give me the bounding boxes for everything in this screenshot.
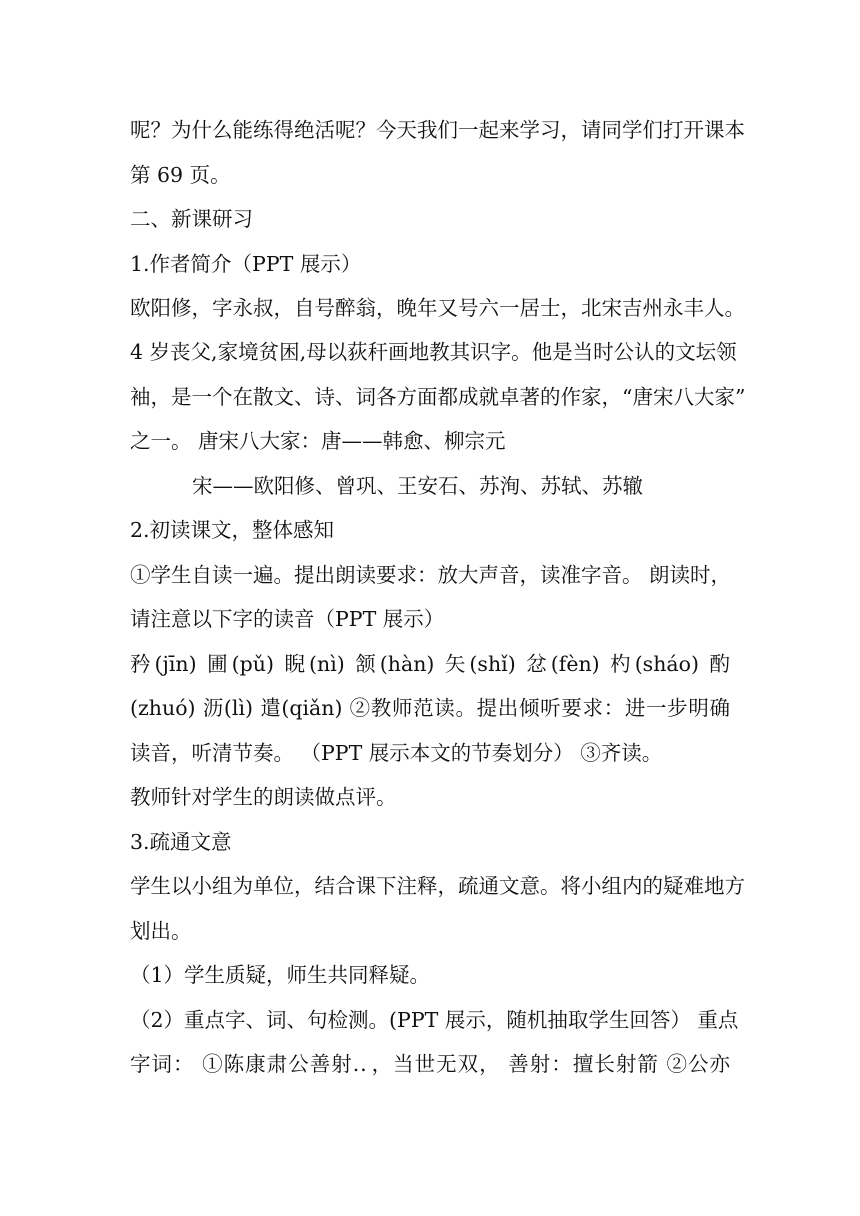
paragraph-line: 教师针对学生的朗读做点评。 [130,785,397,809]
paragraph-line: ①学生自读一遍。提出朗读要求：放大声音，读准字音。 朗读时， [130,563,732,587]
pronunciation-line: (zhuó) 沥(lì) 遣(qiǎn) ②教师范读。提出倾听要求：进一步明确 [130,696,730,720]
subsection-heading: 3.疏通文意 [130,830,232,854]
paragraph-line: （1）学生质疑，师生共同释疑。 [130,963,431,987]
section-heading: 二、新课研习 [130,207,253,231]
paragraph-line: 欧阳修，字永叔，自号醉翁，晚年又号六一居士，北宋吉州永丰人。 [130,296,745,320]
paragraph-line: 学生以小组为单位，结合课下注释，疏通文意。将小组内的疑难地方 [130,874,745,898]
subsection-heading: 2.初读课文，整体感知 [130,518,335,542]
paragraph-line: 4 岁丧父,家境贫困,母以荻秆画地教其识字。他是当时公认的文坛领 [130,340,737,364]
pronunciation-line: 矜(jīn) 圃(pǔ) 睨(nì) 颔(hàn) 矢(shǐ) 忿(fèn) 杓(sháo) 酌 [130,652,730,676]
paragraph-line: 请注意以下字的读音（PPT 展示） [130,607,445,631]
subsection-heading: 1.作者简介（PPT 展示） [130,252,362,276]
paragraph-line: （2）重点字、词、句检测。(PPT 展示，随机抽取学生回答） 重点 [130,1008,739,1032]
paragraph-line: 第 69 页。 [130,163,231,187]
paragraph-line: 呢？为什么能练得绝活呢？今天我们一起来学习，请同学们打开课本 [130,118,745,142]
paragraph-line: 之一。 唐宋八大家：唐——韩愈、柳宗元 [130,429,506,453]
paragraph-line: 读音，听清节奏。 （PPT 展示本文的节奏划分） ③齐读。 [130,741,663,765]
paragraph-line: 字词： ①陈康肃公善射.．，当世无双， 善射：擅长射箭 ②公亦 [130,1052,730,1076]
paragraph-line: 宋——欧阳修、曾巩、王安石、苏洵、苏轼、苏辙 [192,474,643,498]
paragraph-line: 划出。 [130,919,192,943]
paragraph-line: 袖，是一个在散文、诗、词各方面都成就卓著的作家，“唐宋八大家” [130,385,746,409]
